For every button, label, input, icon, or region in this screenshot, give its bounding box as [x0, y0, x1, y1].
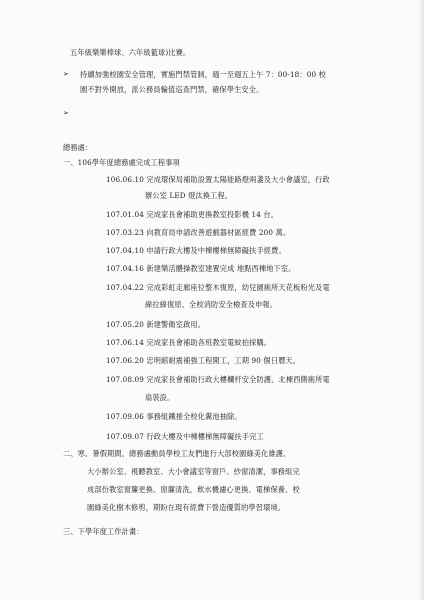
paragraph-line: 園綠美化樹木修剪，期盼在現有經費下營造優質的學習環境。 [87, 503, 286, 512]
list-item [106, 246, 286, 255]
item-text: 新建警衛室啟用。 [146, 320, 206, 329]
scan-shadow [418, 0, 424, 600]
item-date: 106.06.10 [106, 175, 144, 184]
bullet-arrow-icon: ➢ [63, 70, 69, 78]
item-text: 完成家長會補助各班教室電蚊拍採購。 [146, 338, 272, 347]
item-date: 107.09.06 [106, 412, 144, 421]
item-text: 事務組鐵捲全校化糞池抽除。 [146, 412, 242, 421]
item-date: 107.08.09 [106, 375, 144, 384]
item-text: 忠明館耐震補強工程開工，工期 90 個日曆天。 [146, 356, 301, 365]
item-text-continued: 辦公室 LED 燈汰換工程。 [145, 191, 233, 200]
text-line: 園不對外開放，派公務員輪值巡查門禁，確保學生安全。 [80, 85, 264, 94]
item-text: 完成彩虹走廊座位整木復原，幼兒園廁所天花板粉光及電 [146, 283, 330, 292]
item-text: 完成家長會補助更換教室投影機 14 台。 [146, 210, 279, 219]
text-line: 持續加強校園安全管理，實施門禁管制，週一至週五上午 7：00-18：00 校 [80, 70, 326, 79]
subsection-title: 三、下學年度工作計畫： [63, 527, 144, 536]
item-text: 向教育局申請改善遊戲器材區經費 200 萬。 [146, 228, 291, 237]
paragraph-line: 二、寒、暑假期間，總務處動員學校工友們進行大部校園綠美化維護、 [63, 449, 291, 458]
list-item [106, 412, 242, 421]
paragraph-line: 成部份教室窗簾更換、窗簾清洗，飲水機濾心更換、電梯保養、校 [87, 485, 300, 494]
paragraph-line: 大小辦公室、視聽教室、大小會議室等窗戶、紗窗清潔，事務組完 [87, 467, 300, 476]
item-date: 107.01.04 [106, 210, 144, 219]
list-item [106, 210, 278, 219]
item-date: 107.09.07 [106, 432, 144, 441]
item-date: 107.03.23 [106, 228, 144, 237]
item-date: 107.04.16 [106, 264, 144, 273]
item-date: 107.05.20 [106, 320, 144, 329]
text-line: 五年級樂樂棒球、六年級籃球)比賽。 [70, 48, 191, 57]
item-date: 107.06.20 [106, 356, 144, 365]
item-text: 完成環保局補助設置太陽能路燈兩盞及大小會議室，行政 [146, 175, 330, 184]
item-text: 申請行政大樓及中棟樓梯無障礙扶手經費。 [146, 246, 286, 255]
bullet-arrow-icon: ➢ [63, 109, 69, 117]
list-item [106, 175, 330, 184]
item-text: 新建樂活體操教室建置完成 地點西棟地下室。 [146, 264, 296, 273]
list-item [106, 320, 205, 329]
list-item [106, 338, 271, 347]
item-text-continued: 線拉線復原、全校消防安全檢查及申報。 [145, 300, 278, 309]
section-heading: 總務處： [63, 143, 93, 152]
list-item [106, 283, 330, 292]
list-item [106, 375, 330, 384]
item-text: 行政大樓及中棟樓梯無障礙扶手完工 [146, 432, 264, 441]
item-text: 完成家長會補助行政大樓欄杆安全防護、北棟西側廁所電 [146, 375, 330, 384]
list-item [106, 432, 264, 441]
list-item [106, 356, 300, 365]
list-item [106, 228, 290, 237]
subsection-title: 一、106學年度總務處完成工程事項 [63, 158, 180, 167]
item-date: 107.04.22 [106, 283, 144, 292]
item-text-continued: 扇裝設。 [145, 393, 175, 402]
item-date: 107.04.10 [106, 246, 144, 255]
item-date: 107.06.14 [106, 338, 144, 347]
list-item [106, 264, 296, 273]
